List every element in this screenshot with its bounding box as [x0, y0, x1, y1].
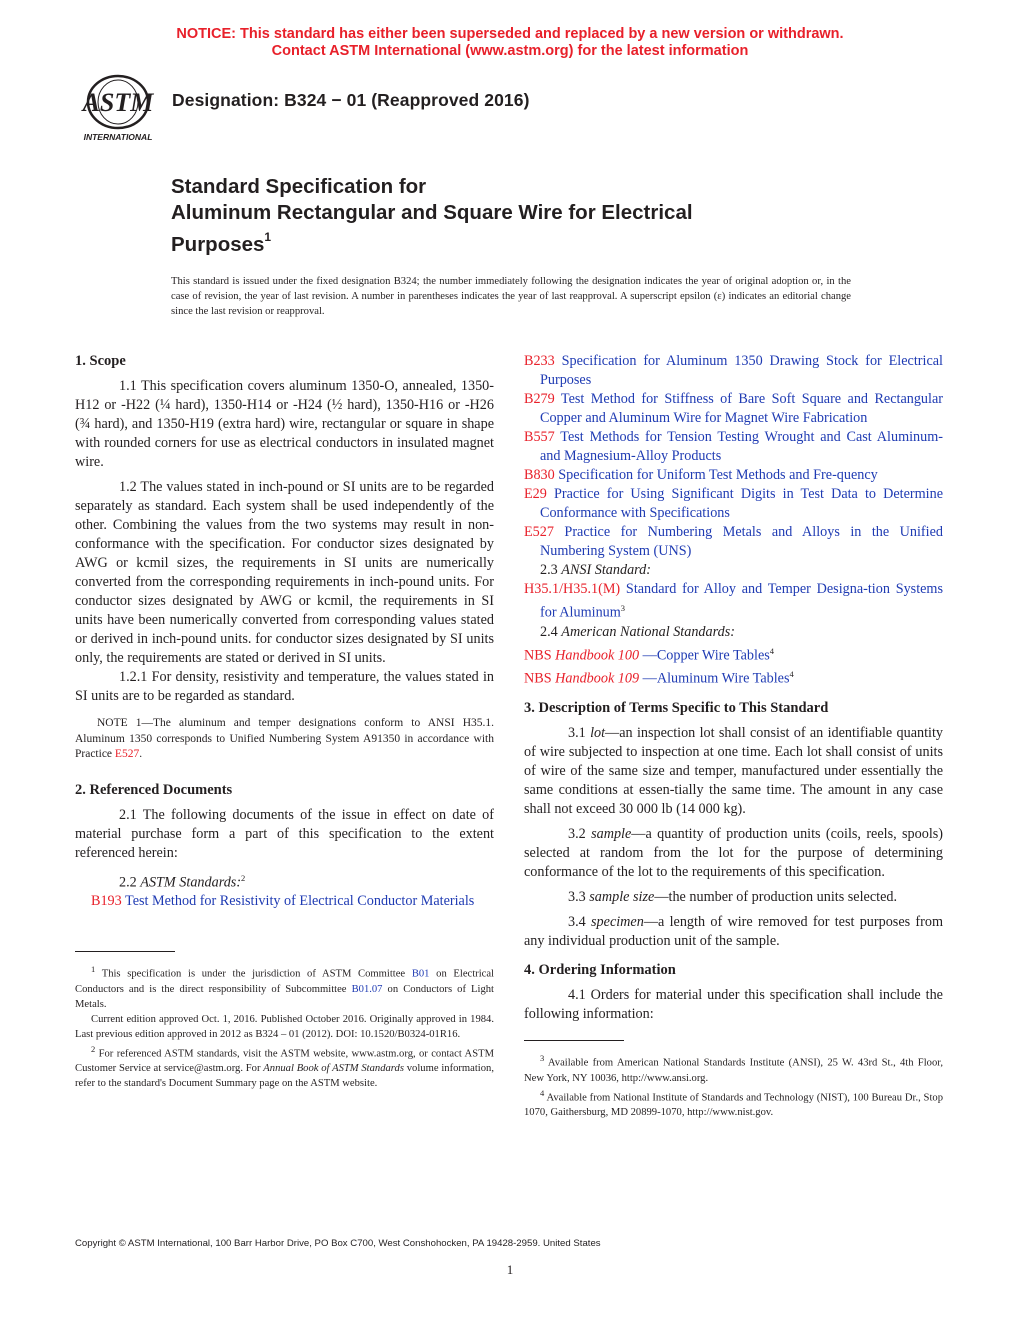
ref-code[interactable]: B557	[524, 429, 555, 445]
ref-code[interactable]: B830	[524, 467, 555, 483]
footnote-3: $^3$ Available from American National Standards Institute (ANSI), 25 W. 43rd St., 4th Floor, New York, NY 10036, http://www.ansi.org.	[524, 1053, 943, 1084]
notice-line-1: NOTICE: This standard has either been superseded and replaced by a new version or withdrawn.	[176, 26, 844, 42]
para-1-1: 1.1 This specification covers aluminum 1350-O, annealed, 1350-H12 or -H22 (¼ hard), 1350-H14 or -H24 (½ hard), 1350-H16 or -H26 (¾ hard), and 1350-H19 (extra hard) wire, rectangular or square in shape with rounded corners for use as electrical conductors in insulated magnet wire.	[75, 378, 494, 470]
title-line-2: Aluminum Rectangular and Square Wire for Electrical	[171, 201, 693, 224]
ref-h35-1[interactable]: H35.1/H35.1(M) Standard for Alloy and Temper Designa-tion Systems for Aluminum$^3$	[524, 581, 943, 621]
footnote-rule-left	[75, 951, 175, 952]
ref-e527[interactable]	[524, 523, 943, 561]
issuance-statement: This standard is issued under the fixed designation B324; the number immediately following the designation indicates the year of original adoption or, in the case of revision, the year of last revision. A number in parentheses indicates the year of last reapproval. A superscript epsilon (ε) indicates an editorial change since the last revision or reapproval.	[171, 276, 851, 317]
para-2-2: 2.2 ASTM Standards:$^2$	[119, 872, 246, 891]
ref-title[interactable]: Practice for Numbering Metals and Alloys in the Unified Numbering System (UNS)	[540, 524, 943, 559]
title-footnote-mark: 1	[264, 230, 272, 244]
ref-nbs-109[interactable]: NBS Handbook 109 —Aluminum Wire Tables$^4$	[524, 669, 794, 688]
ref-title[interactable]: Practice for Using Significant Digits in Test Data to Determine Conformance with Specifications	[540, 486, 943, 521]
ref-b193[interactable]: B193 Test Method for Resistivity of Electrical Conductor Materials	[91, 893, 475, 910]
designation: Designation: B324 − 01 (Reapproved 2016)	[172, 90, 530, 110]
para-2-3: 2.3 ANSI Standard:	[540, 562, 651, 578]
ref-code[interactable]: B233	[524, 353, 555, 369]
para-3-3: 3.3 sample size—the number of production units selected.	[568, 889, 898, 906]
section-1-heading: 1. Scope	[75, 353, 126, 369]
notice-line-2: Contact ASTM International (www.astm.org) for the latest information	[271, 43, 749, 59]
link-b01-07[interactable]: B01.07	[351, 983, 383, 995]
astm-logo-icon	[78, 72, 160, 144]
note-1: NOTE 1—The aluminum and temper designations conform to ANSI H35.1. Aluminum 1350 corresponds to Unified Numbering System A91350 in accordance with Practice E527.	[75, 717, 494, 760]
ref-code[interactable]: E527	[524, 524, 554, 540]
ref-title[interactable]: Test Methods for Tension Testing Wrought and Cast Aluminum- and Magnesium-Alloy Products	[540, 429, 943, 464]
para-1-2: 1.2 The values stated in inch-pound or SI units are to be regarded separately as standard. Each system shall be used independently of the other. Combining the values from the two systems may result in non-conformance with the specification. For conductor sizes designated by AWG or kcmil sizes, the requirements in SI units are numerically converted from the corresponding requirements in inch-pound units. For conductor sizes designated by AWG or kcmil, the requirements in SI units have been numerically converted from corresponding values stated or derived in inch-pound units. for conductor sizes designated by SI units only, the requirements are stated or derived in SI units.	[75, 479, 494, 666]
link-e527-note[interactable]: E527	[114, 748, 140, 760]
title-line-3: Purposes	[171, 232, 265, 256]
page-number: 1	[506, 1262, 514, 1277]
section-4-heading: 4. Ordering Information	[524, 962, 676, 979]
logo-subtitle: INTERNATIONAL	[83, 132, 153, 142]
ref-title[interactable]: Test Method for Stiffness of Bare Soft Square and Rectangular Copper and Aluminum Wire for Magnet Wire Fabrication	[540, 391, 943, 426]
ref-code[interactable]: E29	[524, 486, 547, 502]
para-2-1: 2.1 The following documents of the issue in effect on date of material purchase form a part of this specification to the extent referenced herein:	[75, 806, 494, 861]
para-3-4: 3.4 specimen—a length of wire removed for test purposes from any individual production unit of the sample.	[524, 914, 944, 950]
ref-b233[interactable]	[524, 352, 943, 390]
left-column	[75, 352, 494, 1091]
ref-code[interactable]: B279	[524, 391, 555, 407]
footnote-1: $^1$ This specification is under the jurisdiction of ASTM Committee B01 on Electrical Conductors and is the direct responsibility of Subcommittee B01.07 on Conductors of Light Metals.	[75, 964, 495, 1010]
right-column	[524, 352, 943, 1120]
ref-e29[interactable]	[524, 485, 943, 523]
link-b01[interactable]: B01	[411, 968, 430, 980]
footnote-2: $^2$ For referenced ASTM standards, visit the ASTM website, www.astm.org, or contact ASTM Customer Service at service@astm.org. For Annual Book of ASTM Standards volume information, refer to the standard's Document Summary page on the ASTM website.	[75, 1043, 494, 1090]
document-title	[171, 174, 931, 258]
title-line-1: Standard Specification for	[171, 175, 427, 198]
ref-title[interactable]: Specification for Uniform Test Methods and Fre-quency	[554, 467, 878, 483]
footnote-1-edition: Current edition approved Oct. 1, 2016. Published October 2016. Originally approved in 1984. Last previous edition approved in 2012 as B324 – 01 (2012). DOI: 10.1520/B0324-01R16.	[75, 1013, 494, 1040]
ref-nbs-100[interactable]: NBS Handbook 100 —Copper Wire Tables$^4$	[524, 645, 775, 664]
ref-b557[interactable]	[524, 428, 943, 466]
withdrawal-notice	[0, 26, 1020, 60]
para-2-4: 2.4 American National Standards:	[540, 623, 735, 640]
para-3-2: 3.2 sample—a quantity of production units (coils, reels, spools) selected at random from the lot for the purpose of determining conformance of the lot to the requirements of this specification.	[524, 826, 944, 881]
ref-b279[interactable]	[524, 390, 943, 428]
referenced-standards-list	[524, 352, 943, 561]
section-3-heading: 3. Description of Terms Specific to This Standard	[524, 700, 829, 717]
copyright-line: Copyright © ASTM International, 100 Barr Harbor Drive, PO Box C700, West Conshohocken, PA 19428-2959. United States	[75, 1238, 601, 1249]
logo-letters: ASTM	[82, 88, 154, 117]
ref-b830[interactable]	[524, 466, 943, 485]
para-4-1: 4.1 Orders for material under this specification shall include the following information:	[524, 987, 943, 1023]
footnote-rule-right	[524, 1040, 624, 1041]
section-2-heading: 2. Referenced Documents	[75, 781, 233, 798]
para-1-2-1: 1.2.1 For density, resistivity and temperature, the values stated in SI units are to be regarded as standard.	[75, 669, 494, 704]
footnote-4: $^4$ Available from National Institute of Standards and Technology (NIST), 100 Bureau Dr., Stop 1070, Gaithersburg, MD 20899-1070, http://www.nist.gov.	[524, 1087, 943, 1119]
para-3-1: 3.1 lot—an inspection lot shall consist of an identifiable quantity of wire subjected to inspection at one time. Each lot shall consist of units of wire of the same size and temper, manufactured under essentially the same conditions at essen-tially the same time. The amount in any case shall not exceed 30 000 lb (14 000 kg).	[524, 725, 944, 818]
ref-title[interactable]: Specification for Aluminum 1350 Drawing Stock for Electrical Purposes	[540, 353, 943, 388]
